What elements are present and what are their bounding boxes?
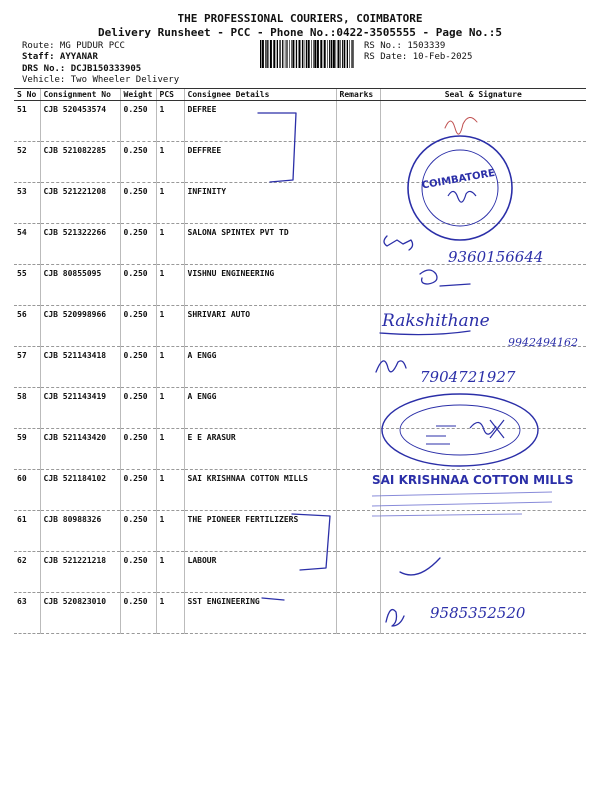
row-sno: 54 [14,224,40,265]
row-sno: 53 [14,183,40,224]
table-row [14,429,586,470]
barcode-bar [302,40,303,68]
row-pcs: 1 [156,306,184,347]
col-consignee: Consignee Details [184,89,336,101]
barcode-bar [353,40,354,68]
row-consignee: SST ENGINEERING [184,593,336,634]
row-consignee: INFINITY [184,183,336,224]
rs-number: RS No.: 1503339 [364,41,446,51]
row-pcs: 1 [156,429,184,470]
row-remarks [336,101,380,142]
row-weight: 0.250 [120,388,156,429]
table-row [14,224,586,265]
row-remarks [336,593,380,634]
barcode-bar [313,40,314,68]
row-consignee: THE PIONEER FERTILIZERS [184,511,336,552]
row-consignee: SALONA SPINTEX PVT TD [184,224,336,265]
table-row [14,265,586,306]
barcode-bar [270,40,272,68]
table-row [14,552,586,593]
barcode-bar [285,40,286,68]
row-weight: 0.250 [120,306,156,347]
staff-label: Staff: AYYANAR [22,52,98,62]
row-weight: 0.250 [120,552,156,593]
row-consignee: E E ARASUR [184,429,336,470]
phone-handwritten-3: 7904721927 [420,368,516,386]
row-seal-signature [380,306,586,347]
row-remarks [336,265,380,306]
row-pcs: 1 [156,470,184,511]
row-remarks [336,224,380,265]
barcode-bar [296,40,297,68]
row-consignment-no: CJB 521143420 [40,429,120,470]
row-pcs: 1 [156,347,184,388]
row-consignment-no: CJB 520453574 [40,101,120,142]
barcode-bar [262,40,264,68]
drs-number: DRS No.: DCJB150333905 [22,64,142,74]
row-weight: 0.250 [120,224,156,265]
row-sno: 63 [14,593,40,634]
delivery-table [14,88,586,634]
row-seal-signature [380,388,586,429]
row-weight: 0.250 [120,470,156,511]
row-pcs: 1 [156,101,184,142]
barcode-bar [329,40,330,68]
row-sno: 57 [14,347,40,388]
row-pcs: 1 [156,552,184,593]
col-sno: S No [14,89,40,101]
row-remarks [336,388,380,429]
row-consignee: A ENGG [184,347,336,388]
row-sno: 62 [14,552,40,593]
row-pcs: 1 [156,224,184,265]
row-weight: 0.250 [120,347,156,388]
barcode-bar [331,40,332,68]
route-label: Route: MG PUDUR PCC [22,41,125,51]
barcode-bar [314,40,316,68]
row-pcs: 1 [156,388,184,429]
row-pcs: 1 [156,593,184,634]
row-seal-signature [380,101,586,142]
barcode-bar [344,40,345,68]
row-consignee: VISHNU ENGINEERING [184,265,336,306]
row-consignee: A ENGG [184,388,336,429]
table-row [14,593,586,634]
row-consignee: DEFREE [184,101,336,142]
row-seal-signature [380,224,586,265]
barcode-bar [299,40,301,68]
row-consignment-no: CJB 521221218 [40,552,120,593]
row-consignment-no: CJB 521184102 [40,470,120,511]
row-remarks [336,183,380,224]
col-weight: Weight [120,89,156,101]
table-row [14,511,586,552]
row-remarks [336,142,380,183]
phone-handwritten-1: 9360156644 [448,248,544,266]
row-consignment-no: CJB 520823010 [40,593,120,634]
barcode-bar [308,40,310,68]
rs-date: RS Date: 10-Feb-2025 [364,52,473,62]
row-consignment-no: CJB 80855095 [40,265,120,306]
row-weight: 0.250 [120,101,156,142]
table-row [14,142,586,183]
barcode-bar [317,40,319,68]
row-remarks [336,552,380,593]
row-weight: 0.250 [120,511,156,552]
signature-56: Rakshithane [382,311,490,331]
barcode-bar [311,40,312,68]
barcode-bar [277,40,278,68]
row-remarks [336,470,380,511]
barcode-bar [304,40,305,68]
table-header-row [14,89,586,101]
row-consignment-no: CJB 521143418 [40,347,120,388]
col-pcs: PCS [156,89,184,101]
barcode-bar [342,40,343,68]
phone-handwritten-4: 9585352520 [430,604,526,622]
barcode-graphic [260,40,355,68]
row-pcs: 1 [156,265,184,306]
row-seal-signature [380,265,586,306]
barcode-bar [286,40,287,68]
row-seal-signature [380,470,586,511]
row-sno: 55 [14,265,40,306]
row-weight: 0.250 [120,265,156,306]
row-sno: 60 [14,470,40,511]
barcode-bar [267,40,268,68]
row-seal-signature [380,183,586,224]
row-consignee: SAI KRISHNAA COTTON MILLS [184,470,336,511]
barcode-bar [320,40,322,68]
barcode-bar [327,40,328,68]
barcode-bar [306,40,307,68]
courier-stamp-text: COIMBATORE [421,167,496,192]
barcode-bar [347,40,348,68]
row-seal-signature [380,511,586,552]
row-pcs: 1 [156,511,184,552]
row-sno: 59 [14,429,40,470]
runsheet-subtitle: Delivery Runsheet - PCC - Phone No.:0422-3505555 - Page No.:5 [98,26,502,39]
barcode-bar [338,40,340,68]
row-consignment-no: CJB 80988326 [40,511,120,552]
row-seal-signature [380,142,586,183]
row-sno: 61 [14,511,40,552]
table-row [14,306,586,347]
row-seal-signature [380,552,586,593]
row-weight: 0.250 [120,142,156,183]
table-row [14,347,586,388]
barcode-bar [333,40,335,68]
barcode-bar [265,40,266,68]
mill-stamp-text: SAI KRISHNAA COTTON MILLS [372,473,574,487]
row-weight: 0.250 [120,429,156,470]
row-remarks [336,306,380,347]
table-row [14,183,586,224]
barcode-bar [340,40,341,68]
row-consignment-no: CJB 521322266 [40,224,120,265]
row-consignment-no: CJB 521221208 [40,183,120,224]
barcode-bar [324,40,326,68]
row-consignment-no: CJB 521082285 [40,142,120,183]
row-sno: 51 [14,101,40,142]
barcode-bar [273,40,275,68]
table-row [14,388,586,429]
barcode-bar [336,40,337,68]
barcode-bar [292,40,294,68]
row-consignee: SHRIVARI AUTO [184,306,336,347]
row-seal-signature [380,593,586,634]
table-row [14,101,586,142]
row-weight: 0.250 [120,593,156,634]
vehicle-label: Vehicle: Two Wheeler Delivery [22,75,180,85]
phone-handwritten-2: 9942494162 [508,336,578,349]
row-remarks [336,511,380,552]
col-remarks: Remarks [336,89,380,101]
row-pcs: 1 [156,183,184,224]
row-remarks [336,347,380,388]
barcode-bar [351,40,352,68]
barcode-bar [289,40,290,68]
row-pcs: 1 [156,142,184,183]
barcode-bar [287,40,288,68]
row-seal-signature [380,347,586,388]
barcode-bar [291,40,292,68]
row-consignment-no: CJB 521143419 [40,388,120,429]
row-sno: 56 [14,306,40,347]
row-seal-signature [380,429,586,470]
barcode-bar [279,40,280,68]
row-consignee: DEFFREE [184,142,336,183]
row-consignment-no: CJB 520998966 [40,306,120,347]
row-sno: 52 [14,142,40,183]
company-title: THE PROFESSIONAL COURIERS, COIMBATORE [177,12,423,25]
barcode-bar [349,40,350,68]
col-seal-signature: Seal & Signature [380,89,586,101]
row-weight: 0.250 [120,183,156,224]
row-remarks [336,429,380,470]
table-row [14,470,586,511]
row-consignee: LABOUR [184,552,336,593]
row-sno: 58 [14,388,40,429]
col-consignment: Consignment No [40,89,120,101]
barcode-bar [282,40,283,68]
barcode-bar [260,40,261,68]
